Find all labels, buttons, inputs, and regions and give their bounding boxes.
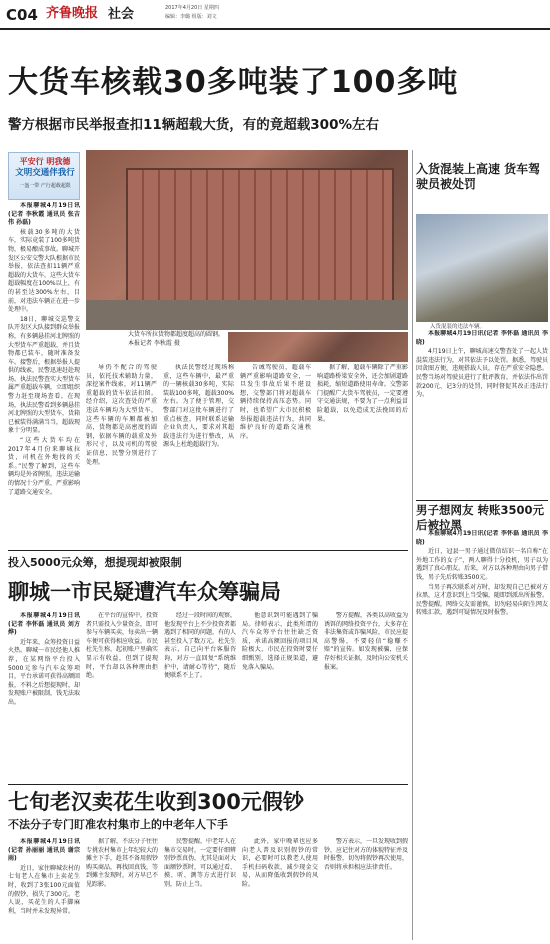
truck-cargo-image [126,168,394,318]
cargo-photo [416,214,548,322]
right-column-2 [416,530,548,938]
second-kicker: 投入5000元众筹，想提现却被限制 [8,556,182,569]
newspaper-name: 齐鲁晚报 [46,6,99,21]
section-divider [416,500,548,501]
inset-photo [228,332,408,362]
second-column-4 [242,612,318,780]
logo-line-3: 一盔一带 产行超载超限 [19,183,71,189]
second-paragraph: 在平台的宣传中，投资者只需投入少量资金，即可参与车辆买卖，每卖出一辆车便可获得相应收益。市民杜先生称，起初账户里确实显示有收益，但到了提现时，平台却以各种理由拒绝。 [86,612,158,680]
third-subhead: 不法分子专门盯准农村集市上的中老年人下手 [8,818,228,831]
lead-subhead: 警方根据市民举报查扣11辆超载大货，有的竟超载300%左右 [8,117,379,133]
lead-column-4 [240,364,311,546]
right-byline: 本报聊城4月19日讯(记者 李怀磊 通讯员 李晓) [416,330,548,346]
right-column-1 [416,330,548,500]
lead-byline: 本报聊城4月19日讯(记者 李秋霞 通讯员 张吉伟 孙磊) [8,202,80,227]
lead-paragraph: “这些大货车均在2017年4月份来聊城拉货，司机在外地找的关系。”民警了解到，这些车辆均是外省牌照，违法运输的情况十分严重，严重影响了道路交通安全。 [8,437,80,496]
lead-photo-caption: 大货车所拉货物都超度超高的圆钢。本报记者 李秋霞 摄 [128,331,225,347]
right-photo-caption: 入货混装的违法车辆。 [430,324,486,330]
second-column-3 [164,612,236,780]
section-name: 社会 [108,7,135,22]
column-divider [412,500,413,940]
ground-image [86,300,408,330]
lead-column-5 [317,364,408,546]
right-second-headline: 男子想网友 转账3500元后被拉黑 [416,503,545,532]
section-divider [8,784,408,785]
lead-paragraph: 18日，聊城交巡警支队开发区大队接到群众举报称，有多辆悬挂河北牌照的大型货车严重超载，并且货物都已装车，随时准备发车。接警后，根据举报人提供的线索，民警迅速赶赴现场。执法民警查实大型货车属严重超载车辆，立即组织警力赶至现场查看。在现场，执法民警看到多辆悬挂河北牌照的大型货车，货箱已被装得满满当当，超载现象十分明显。 [8,315,80,435]
lead-column-2 [86,364,157,546]
section-divider [8,550,408,551]
second-column-2 [86,612,158,780]
third-paragraph: 警方表示，一旦发现收到假钞，应记住对方的体貌特征并及时报警，切勿将假钞再次使用，否则将承担相应法律责任。 [324,838,408,871]
second-paragraph: 他意识到可能遇到了骗局。律师表示，此类所谓的汽车众筹平台往往缺乏资质，承诺高额回报的项目风险极大，市民在投资时要仔细甄别，选择正规渠道，避免落入骗局。 [242,612,318,671]
third-column-5 [324,838,408,938]
right-headline: 入货混装上高速 货车驾驶员被处罚 [416,162,541,191]
editor-line: 编辑：李璐 组版：刘文 [165,14,217,20]
lead-paragraph: 据了解，超载车辆除了严重影响道路桥梁安全外，还会加剧道路损耗，缩短道路使用寿命。交警部门提醒广大货车驾驶员，一定要遵守交通法规，不要为了一点利益冒险超载，以免造成无法挽回的后果。 [317,364,408,423]
second-column-1 [8,612,80,780]
traffic-safety-logo [8,152,80,200]
right-paragraph: 当男子再次联系对方时，却发现自己已被对方拉黑，这才意识到上当受骗，随即到派出所报警。民警提醒，网络交友需谨慎，切勿轻易向陌生网友转账汇款，遇到可疑情况及时报警。 [416,583,548,617]
lead-paragraph: 导仍不配合的驾驶员，依托技术辅助力量，深挖案件线索，对11辆严重超载的货车依法扣留。经介绍，这次查处的严重违法车辆均为大型货车，这些车辆的车厢都被加高，货物都是高密度的圆钢，依据车辆的载重及外形尺寸，以及司机的驾驶证信息，民警分别进行了处理。 [86,364,157,466]
lead-headline: 大货车核载30多吨装了100多吨 [8,65,459,100]
third-paragraph: 近日，家住聊城农村的七旬老人在集市上卖花生时，收到了3张100元面值的假钞，损失了300元。老人说，买花生的人手脚麻利，当时并未发现异常。 [8,864,80,915]
third-paragraph: 据了解，不法分子往往专挑农村集市上年纪较大的摊主下手，趁其不备用假钞购买商品，再找回真钱，等到摊主发现时，对方早已不见踪影。 [86,838,158,888]
logo-line-2: 文明交通伴我行 [15,168,75,178]
right-second-byline: 本报聊城4月19日讯(记者 李怀磊 通讯员 李晓) [416,530,548,546]
second-paragraph: 近年来，众筹投资日益火热。聊城一市民经他人推荐，在某网络平台投入5000元参与汽车众筹项目，平台承诺可获得高额回报，不料之后想提现时，却发现账户被限制，钱无法取出。 [8,638,80,706]
lead-paragraph: 核载30多吨的大货车，实际竟装了100多吨货物，极易酿成事故。聊城开发区公安交警大队根据市民举报，依法查扣11辆严重超载的大货车，这些大货车超载幅度在100%以上，有的甚至达300%左右，目前，对违法车辆正在进一步处理中。 [8,228,80,314]
right-paragraph: 近日，冠县一男子通过微信结识一名自称“在外地工作的女子”，两人聊得十分投机，男子以为遇到了真心朋友。后来，对方以各种理由向男子借钱，男子先后转账3500元。 [416,548,548,581]
page-number: C04 [6,6,38,24]
third-column-4 [242,838,318,938]
lead-column-1 [8,202,80,546]
lead-column-3 [163,364,234,546]
second-byline: 本报聊城4月19日讯(记者 李怀磊 通讯员 刘方烨) [8,612,80,637]
third-column-1 [8,838,80,938]
lead-paragraph: 执法民警经过现场称重，这些车辆中，最严重的一辆核载30多吨，实际装载100多吨，超载300%左右。为了便于管理，交警部门对这批车辆进行了重点核查，同时联系运输企业负责人，要求对其超载违法行为进行整改，从源头上杜绝超载行为。 [163,364,234,449]
second-paragraph: 经过一段时间的观察，他发现平台上不少投资者都遇到了相同的问题，有的人甚至投入了数万元。杜先生表示，自己向平台客服咨询，对方一直回复“系统维护中，请耐心等待”，随后便联系不上了。 [164,612,236,680]
date-line: 2017年4月20日 星期四 [165,5,219,11]
third-headline: 七旬老汉卖花生收到300元假钞 [8,790,304,814]
third-column-2 [86,838,158,938]
right-paragraph: 4月19日上午，聊城高速交警查处了一起人货混装违法行为，对其依法予以处罚。据悉，驾驶员因贪图方便，违规搭载人员，存在严重安全隐患。民警当场对驾驶员进行了批评教育，并依法作出罚款200元、记3分的处罚，同时督促其改正违法行为。 [416,348,548,399]
second-column-5 [324,612,408,780]
logo-line-1: 平安行 明我德 [19,157,71,166]
second-headline: 聊城一市民疑遭汽车众筹骗局 [8,580,281,604]
second-paragraph: 警方提醒，各类以高收益为诱饵的网络投资平台，大多存在非法集资或诈骗风险，市民应提高警惕，不要轻信“稳赚不赔”的宣传。如发现被骗，应保存好相关证据，及时向公安机关报案。 [324,612,408,671]
third-paragraph: 民警提醒，中老年人在集市交易时，一定要仔细辨别钞票真伪，尤其是面对大面额钞票时，可以通过看、摸、听、测等方式进行识别，防止上当。 [164,838,236,888]
truck-photo [86,150,408,330]
third-paragraph: 此外，家中晚辈也应多向老人普及识别假钞的常识，必要时可以教老人使用手机扫码收款，减少现金交易，从而降低收到假钞的风险。 [242,838,318,888]
third-byline: 本报聊城4月19日讯(记者 孙丽丽 通讯员 谢宗雨) [8,838,80,863]
third-column-3 [164,838,236,938]
lead-paragraph: 告诫驾驶员，超载车辆严重影响道路安全，一旦发生事故后果不堪设想，交警部门将对超载车辆持续保持高压态势。同时，也希望广大市民积极举报超载违法行为，共同维护良好的道路交通秩序。 [240,364,311,440]
column-divider [412,150,413,546]
